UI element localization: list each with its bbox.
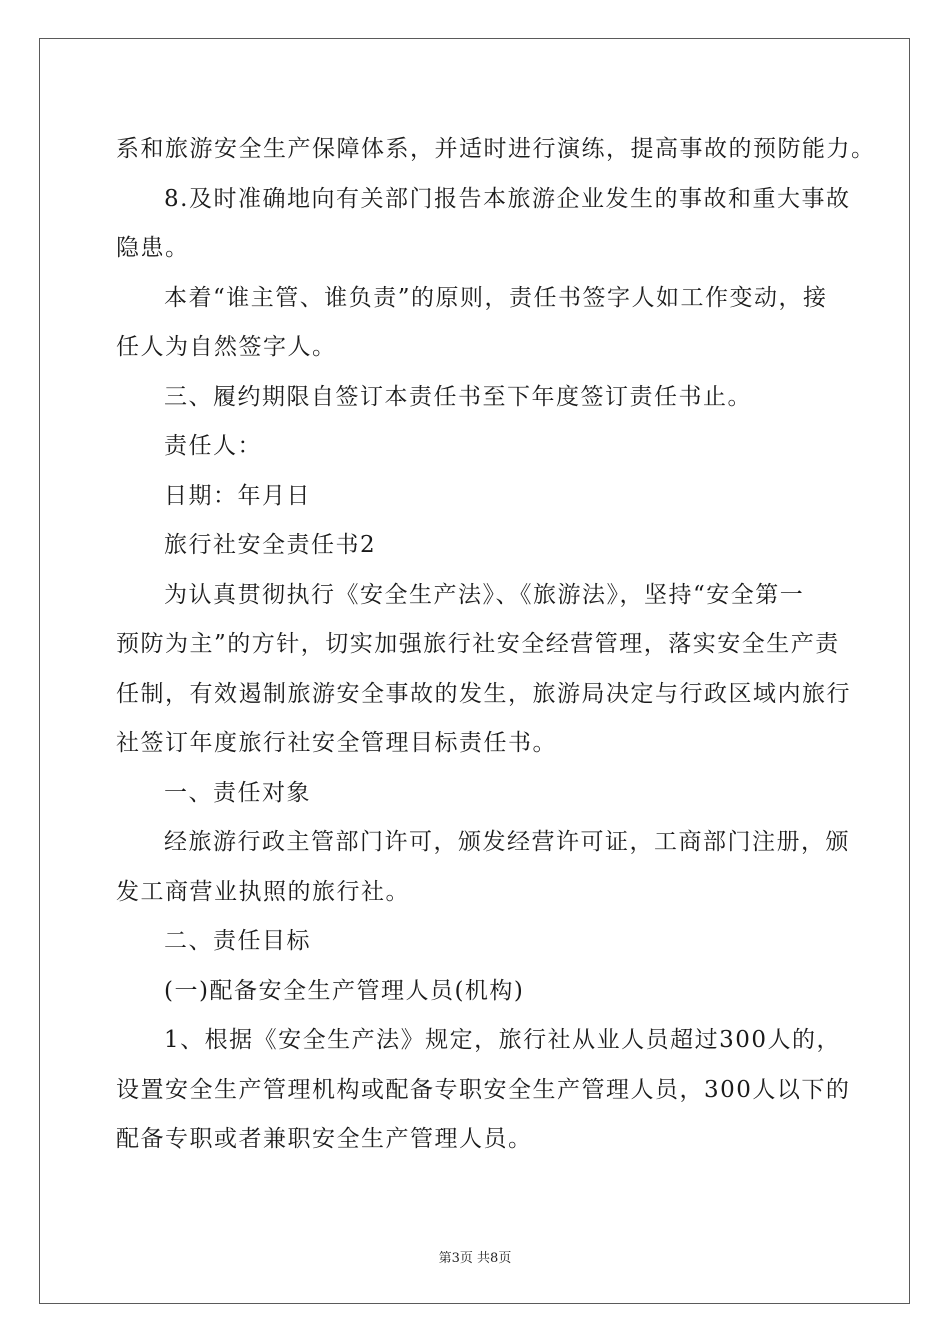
document-body <box>116 125 876 1165</box>
page-number-footer: 第3页 共8页 <box>438 1251 512 1266</box>
text-line: 配备专职或者兼职安全生产管理人员。 <box>116 1126 533 1152</box>
text-line: 任人为自然签字人。 <box>116 334 337 360</box>
text-line: 发工商营业执照的旅行社。 <box>116 878 410 905</box>
text-line: 设置安全生产管理机构或配备专职安全生产管理人员，300人以下的 <box>116 1076 851 1103</box>
text-line: 本着“谁主管、谁负责”的原则，责任书签字人如工作变动，接 <box>164 284 828 311</box>
text-line: 旅行社安全责任书2 <box>164 532 377 558</box>
text-line: 1、根据《安全生产法》规定，旅行社从业人员超过300人的， <box>164 1027 842 1053</box>
text-line: 8.及时准确地向有关部门报告本旅游企业发生的事故和重大事故 <box>164 185 851 212</box>
text-line: 任制，有效遏制旅游安全事故的发生，旅游局决定与行政区域内旅行 <box>116 680 851 707</box>
text-line: 社签订年度旅行社安全管理目标责任书。 <box>116 730 557 756</box>
text-line: 预防为主”的方针，切实加强旅行社安全经营管理，落实安全生产责 <box>116 631 840 657</box>
text-line: 日期：年月日 <box>164 482 311 509</box>
text-line: 隐患。 <box>116 235 190 261</box>
text-line: 为认真贯彻执行《安全生产法》、《旅游法》，坚持“安全第一 <box>164 581 805 608</box>
text-line: 三、履约期限自签订本责任书至下年度签订责任书止。 <box>164 383 752 410</box>
text-line: 经旅游行政主管部门许可，颁发经营许可证，工商部门注册，颁 <box>164 829 850 855</box>
text-line: 一、责任对象 <box>164 779 311 806</box>
text-line: 二、责任目标 <box>164 928 311 954</box>
text-line: (一)配备安全生产管理人员(机构) <box>164 977 525 1004</box>
text-line: 系和旅游安全生产保障体系，并适时进行演练，提高事故的预防能力。 <box>116 136 876 162</box>
text-line: 责任人： <box>164 433 262 459</box>
